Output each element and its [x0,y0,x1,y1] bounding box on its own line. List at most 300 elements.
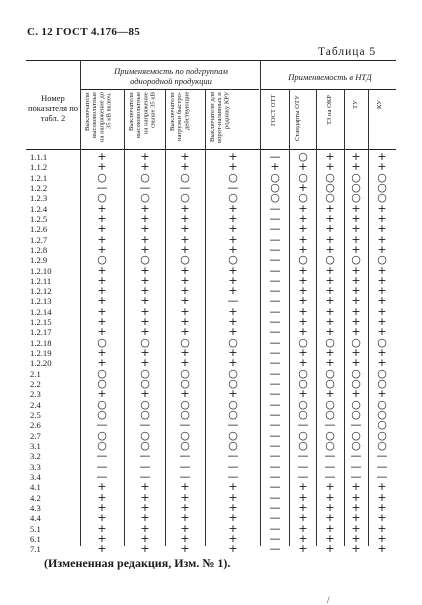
table-cell: — [269,294,281,308]
table-cell: — [139,180,151,194]
table-cell: ○ [228,335,238,349]
table-cell: — [96,418,108,432]
table-cell: ○ [377,438,387,452]
table-cell: + [180,356,190,370]
table-cell: + [325,263,335,277]
table-cell: — [376,449,388,463]
table-cell: + [351,521,361,535]
row-label: 1.2.2 [30,182,48,193]
table-cell: + [180,150,190,163]
col-header-4: Выключатели для ворот-наливных и роднику КРУ [209,92,231,143]
table-cell: — [269,480,281,494]
table-cell: + [377,325,387,339]
col-header-5: ГОСТ ОТТ [270,95,277,127]
table-cell: + [270,160,280,174]
table-cell: + [351,511,361,525]
table-cell: — [297,459,309,473]
table-cell: — [139,469,151,483]
table-cell: + [298,490,308,504]
col-header-1: Выключатели высоковольтные на напряжение до 35 кВ включ. [84,92,113,143]
table-cell: + [325,273,335,287]
row-label: 1.2.8 [30,244,48,255]
table-cell: — [269,284,281,298]
table-cell: — [96,459,108,473]
table-cell: — [227,449,239,463]
table-cell: + [140,201,150,215]
row-label: 1.2.3 [30,193,48,204]
table-cell: + [97,480,107,494]
table-cell: ○ [377,191,387,205]
table-cell: — [179,449,191,463]
table-cell: ○ [351,170,361,184]
table-cell: + [351,242,361,256]
table-cell: + [228,500,238,514]
rowhead-divider [80,60,81,546]
table-cell: ○ [298,377,308,391]
table-cell: + [140,531,150,545]
table-cell: ○ [298,150,308,163]
table-cell: ○ [298,438,308,452]
table-cell: + [325,232,335,246]
table-cell: + [377,273,387,287]
table-cell: + [140,315,150,329]
table-cell: ○ [228,438,238,452]
col-divider [289,89,290,546]
table-cell: + [351,160,361,174]
table-cell: + [228,490,238,504]
table-cell: + [351,346,361,360]
table-cell: ○ [377,366,387,380]
table-cell: + [351,387,361,401]
table-cell: ○ [270,170,280,184]
table-cell: — [269,242,281,256]
table-cell: + [377,387,387,401]
table-cell: + [325,346,335,360]
table-cell: — [269,366,281,380]
table-cell: + [325,304,335,318]
table-cell: + [377,490,387,504]
row-label: 4.1 [30,482,41,493]
table-cell: — [269,253,281,267]
table-cell: ○ [140,408,150,421]
table-cell: + [351,304,361,318]
table-cell: + [97,531,107,545]
table-cell: + [298,346,308,360]
table-cell: + [228,150,238,163]
table-cell: + [298,511,308,525]
table-cell: + [325,160,335,174]
table-cell: + [180,201,190,215]
table-cell: + [97,273,107,287]
table-cell: + [298,242,308,256]
table-cell: ○ [97,377,107,391]
table-cell: ○ [351,377,361,391]
table-cell: + [377,222,387,236]
table-cell: + [180,294,190,308]
group-b-header: Применяемость в НТД [288,72,372,82]
table-cell: — [269,418,281,432]
table-cell: + [97,242,107,256]
table-cell: + [298,232,308,246]
table-cell: + [228,511,238,525]
row-label: 2.3 [30,389,41,400]
table-cell: + [325,387,335,401]
table-cell: ○ [140,397,150,411]
table-cell: — [269,397,281,411]
table-cell: ○ [377,377,387,391]
table-cell: ○ [351,191,361,205]
row-label: 7.1 [30,544,41,555]
table-cell: + [298,542,308,556]
table-cell: ○ [180,428,190,442]
table-cell: + [377,160,387,174]
table-cell: + [377,232,387,246]
table-cell: + [228,480,238,494]
table-cell: + [140,480,150,494]
row-label: 2.2 [30,379,41,390]
table-cell: + [325,242,335,256]
table-cell: — [269,542,281,556]
row-label: 1.2.17 [30,327,52,338]
table-cell: + [97,263,107,277]
table-cell: + [351,201,361,215]
table-cell: + [325,531,335,545]
table-cell: + [325,201,335,215]
col-header-3: Выключатели нагрузки быстро-действующие [169,92,191,142]
table-cell: — [269,346,281,360]
table-cell: — [269,521,281,535]
row-label: 6.1 [30,533,41,544]
table-cell: ○ [180,377,190,391]
table-cell: + [180,346,190,360]
table-cell: ○ [377,180,387,194]
table-cell: ○ [351,253,361,267]
table-cell: ○ [351,397,361,411]
table-cell: + [298,201,308,215]
group-a-header: Применяемость по подгруппам однородной продукции [114,66,228,86]
col-header-7: ТЗ на ОКР [326,95,333,125]
row-label: 1.2.4 [30,203,48,214]
col-divider [124,89,125,546]
table-cell: + [351,325,361,339]
table-cell: — [96,180,108,194]
row-label: 3.1 [30,440,41,451]
amendment-note: (Измененная редакция, Изм. № 1). [44,556,231,570]
row-label: 3.2 [30,451,41,462]
table-cell: ○ [228,366,238,380]
table-cell: + [140,294,150,308]
table-cell: — [324,469,336,483]
table-cell: — [227,180,239,194]
table-cell: ○ [140,170,150,184]
table-cell: + [180,232,190,246]
table-cell: + [377,201,387,215]
table-cell: ○ [228,191,238,205]
row-label: 2.6 [30,420,41,431]
table-cell: + [97,232,107,246]
table-cell: + [180,325,190,339]
table-cell: + [180,263,190,277]
table-cell: + [180,542,190,556]
table-cell: + [180,315,190,329]
table-cell: ○ [97,253,107,267]
group-b-underline [261,89,396,90]
table-cell: + [97,201,107,215]
table-cell: + [180,242,190,256]
table-cell: — [269,263,281,277]
table-cell: + [140,490,150,504]
table-cell: + [97,346,107,360]
table-cell: + [228,521,238,535]
table-cell: + [228,201,238,215]
table-cell: + [180,490,190,504]
table-cell: — [139,449,151,463]
table-cell: + [228,387,238,401]
table-cell: ○ [298,170,308,184]
table-cell: ○ [228,428,238,442]
col-header-9: КУ [376,100,383,109]
table-cell: ○ [140,191,150,205]
table-cell: ○ [140,253,150,267]
table-cell: — [269,459,281,473]
table-cell: ○ [325,408,335,421]
table-cell: + [180,284,190,298]
table-cell: + [228,315,238,329]
table-cell: ○ [180,253,190,267]
table-cell: + [228,263,238,277]
table-cell: + [325,222,335,236]
table-cell: ○ [270,191,280,205]
table-cell: + [180,480,190,494]
table-cell: + [325,315,335,329]
table-cell: ○ [298,366,308,380]
table-cell: — [227,459,239,473]
row-label: 1.2.14 [30,306,52,317]
table-cell: + [351,284,361,298]
table-cell: + [298,531,308,545]
table-cell: + [97,521,107,535]
table-cell: ○ [180,408,190,421]
table-cell: + [298,325,308,339]
table-cell: + [298,284,308,298]
table-cell: + [97,284,107,298]
table-cell: + [351,294,361,308]
row-label: 3.3 [30,461,41,472]
row-label: 1.2.19 [30,348,52,359]
table-cell: — [269,511,281,525]
table-cell: ○ [298,428,308,442]
table-cell: + [97,490,107,504]
table-cell: + [298,263,308,277]
table-cell: — [324,459,336,473]
table-cell: + [228,304,238,318]
table-cell: — [269,469,281,483]
table-cell: + [298,356,308,370]
row-label: 5.1 [30,523,41,534]
table-cell: + [140,211,150,225]
table-cell: ○ [325,180,335,194]
row-label: 4.4 [30,513,41,524]
table-cell: ○ [97,366,107,380]
table-cell: — [350,418,362,432]
table-cell: + [97,304,107,318]
table-cell: — [297,418,309,432]
table-cell: + [140,284,150,298]
table-cell: + [140,160,150,174]
table-cell: ○ [377,397,387,411]
header-bottom-rule [26,149,396,150]
table-cell: + [351,232,361,246]
table-cell: + [298,222,308,236]
table-cell: ○ [351,366,361,380]
table-cell: + [228,222,238,236]
table-cell: + [298,304,308,318]
table-cell: + [180,222,190,236]
table-cell: — [139,418,151,432]
table-cell: + [97,160,107,174]
table-cell: + [228,542,238,556]
table-cell: ○ [325,397,335,411]
table-cell: + [298,180,308,194]
row-label: 1.2.11 [30,275,52,286]
row-label: 1.2.12 [30,286,52,297]
table-cell: + [377,211,387,225]
table-cell: — [376,469,388,483]
table-cell: ○ [351,438,361,452]
table-cell: + [351,263,361,277]
table-cell: — [269,387,281,401]
table-cell: + [140,346,150,360]
table-cell: + [377,150,387,163]
row-label: 1.2.13 [30,296,52,307]
table-cell: + [180,511,190,525]
table-cell: — [350,469,362,483]
table-cell: — [269,531,281,545]
table-cell: + [97,356,107,370]
table-cell: + [377,263,387,277]
table-cell: + [377,356,387,370]
table-cell: ○ [298,408,308,421]
table-cell: + [97,150,107,163]
table-cell: + [140,150,150,163]
table-cell: + [325,480,335,494]
table-cell: — [269,273,281,287]
table-cell: ○ [140,428,150,442]
table-cell: ○ [298,397,308,411]
table-cell: — [324,418,336,432]
col-header-8: ТУ [352,100,359,109]
table-cell: ○ [298,253,308,267]
table-cell: — [269,356,281,370]
col-divider [344,89,345,546]
table-cell: + [180,160,190,174]
table-cell: + [180,211,190,225]
table-cell: + [140,521,150,535]
table-cell: + [228,232,238,246]
group-divider [260,60,261,546]
table-cell: + [97,511,107,525]
table-cell: + [140,242,150,256]
table-cell: — [179,459,191,473]
row-header-label: Номер показателя по табл. 2 [27,93,79,123]
row-label: 4.2 [30,492,41,503]
table-cell: + [377,346,387,360]
table-cell: + [377,315,387,329]
table-cell: + [298,500,308,514]
table-cell: + [228,284,238,298]
table-cell: ○ [140,438,150,452]
table-cell: — [269,500,281,514]
table-cell: ○ [140,366,150,380]
table-cell: — [269,315,281,329]
table-cell: — [269,325,281,339]
table-cell: + [298,480,308,494]
table-cell: + [351,315,361,329]
table-cell: + [325,511,335,525]
row-label: 2.4 [30,399,41,410]
table-cell: + [140,387,150,401]
margin-mark: / [327,595,330,605]
table-cell: — [350,449,362,463]
table-cell: ○ [351,335,361,349]
table-cell: ○ [180,335,190,349]
table-cell: ○ [140,377,150,391]
table-cell: + [97,542,107,556]
table-cell: + [351,500,361,514]
table-cell: ○ [180,438,190,452]
table-cell: — [269,304,281,318]
table-cell: — [269,222,281,236]
table-cell: ○ [351,180,361,194]
col-header-6: Стандарты ОТУ [294,95,301,141]
table-cell: — [324,449,336,463]
table-cell: + [140,232,150,246]
table-cell: — [269,449,281,463]
table-cell: ○ [97,335,107,349]
table-cell: ○ [377,418,387,432]
table-caption: Таблица 5 [318,46,377,58]
row-label: 2.5 [30,410,41,420]
table-cell: ○ [325,191,335,205]
table-cell: + [325,150,335,163]
table-cell: + [228,160,238,174]
table-cell: — [227,469,239,483]
table-cell: + [377,531,387,545]
row-label: 4.3 [30,502,41,513]
table-cell: ○ [377,170,387,184]
table-cell: + [228,356,238,370]
table-cell: + [140,273,150,287]
table-cell: + [140,304,150,318]
row-label: 3.4 [30,471,41,482]
table-cell: — [376,459,388,473]
table-cell: + [325,490,335,504]
table-cell: + [140,542,150,556]
table-cell: + [351,480,361,494]
row-label: 1.1.2 [30,162,48,173]
table-cell: — [96,469,108,483]
table-cell: + [180,304,190,318]
row-label: 2.1 [30,368,41,379]
table-cell: ○ [377,253,387,267]
table-cell: + [97,387,107,401]
table-cell: — [227,294,239,308]
table-cell: — [269,428,281,442]
row-label: 1.2.5 [30,213,48,224]
table-cell: ○ [180,191,190,205]
table-cell: + [180,273,190,287]
table-cell: + [351,222,361,236]
